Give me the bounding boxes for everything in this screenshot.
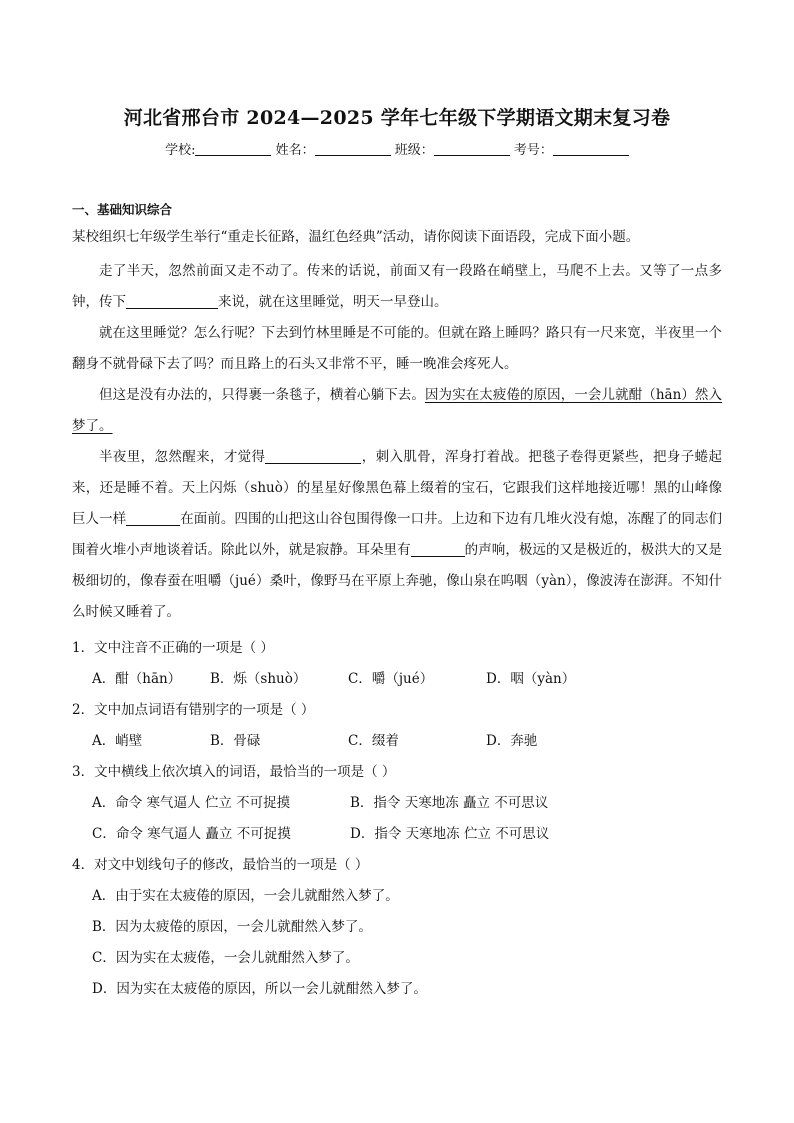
school-blank (195, 143, 271, 156)
question-1-options (92, 668, 722, 690)
question-2-stem: 2．文中加点词语有错别字的一项是（ ） (72, 702, 315, 718)
name-label: 姓名： (275, 143, 315, 158)
passage-paragraph-2: 就在这里睡觉？怎么行呢？下去到竹林里睡是不可能的。但就在路上睡吗？路只有一尺来宽，半夜里一个翻身不就骨碌下去了吗？而且路上的石头又非常不平，睡一晚准会疼死人。 (72, 325, 722, 372)
passage-text: 走了半天，忽然前面又走不动了。传来的话说，前面又有一段路在峭壁上，马爬不上去。又等了一点多钟，传下 (72, 263, 722, 310)
option-a: A．由于实在太疲倦的原因，一会儿就酣然入梦了。 (92, 888, 399, 904)
passage-paragraph-4 (72, 442, 722, 628)
option-d: D．奔驰 (486, 733, 538, 749)
option-d: D．指令 天寒地冻 伫立 不可思议 (350, 826, 550, 842)
option-b: B．因为太疲倦的原因，一会儿就酣然入梦了。 (92, 919, 372, 935)
name-blank (315, 143, 391, 156)
option-d: D．咽（yàn） (486, 671, 576, 687)
passage-paragraph-3 (72, 380, 722, 442)
question-3-options-row-2 (92, 823, 722, 845)
fill-blank-1 (126, 294, 218, 309)
exam-content (72, 200, 722, 1000)
option-c: C．嚼（jué） (348, 671, 434, 687)
exam-number-blank (553, 143, 629, 156)
passage-text: 的声响，极远的又是极近的，极洪大的又是极细切的，像春蚕在咀嚼（jué）桑叶，像野马在平原上奔驰，像山泉在呜咽（yàn），像波涛在澎湃。不知什么时候又睡着了。 (72, 542, 723, 620)
question-4-stem: 4．对文中划线句子的修改，最恰当的一项是（ ） (72, 857, 369, 873)
option-c: C．缀着 (348, 733, 399, 749)
passage-paragraph-1 (72, 256, 722, 318)
school-label: 学校: (165, 143, 196, 158)
passage-text: 半夜里，忽然醒来，才觉得 (99, 449, 266, 465)
class-label: 班级： (394, 143, 434, 158)
option-c: C．因为实在太疲倦，一会儿就酣然入梦了。 (92, 950, 359, 966)
question-3-stem: 3．文中横线上依次填入的词语，最恰当的一项是（ ） (72, 764, 396, 780)
option-b: B．指令 天寒地冻 矗立 不可思议 (350, 795, 549, 811)
option-b: B．烁（shuò） (210, 671, 307, 687)
fill-blank-3 (126, 511, 180, 526)
passage-text: ，刺入肌骨，浑身打着战。把毯子卷得更紧些，把身子蜷起来，还是睡不着。天上闪烁（shuò）的星星好像黑色幕上缀着的宝石，它跟我们这样地接近哪！黑的山峰像巨人一样 (72, 449, 723, 527)
option-c: C．命令 寒气逼人 矗立 不可捉摸 (92, 826, 291, 842)
question-2-options (92, 730, 722, 752)
fill-blank-2 (265, 449, 361, 464)
passage-text: 但这是没有办法的，只得裹一条毯子，横着心躺下去。 (99, 387, 425, 403)
option-a: A．酣（hān） (92, 671, 182, 687)
section-intro: 某校组织七年级学生举行“重走长征路，温红色经典”活动，请你阅读下面语段，完成下面小题。 (72, 229, 640, 245)
question-1-stem: 1．文中注音不正确的一项是（ ） (72, 640, 274, 656)
section-heading: 一、基础知识综合 (72, 202, 173, 217)
fill-blank-4 (411, 542, 465, 557)
class-blank (434, 143, 510, 156)
passage-text: 来说，就在这里睡觉，明天一早登山。 (218, 294, 448, 310)
option-a: A．峭壁 (92, 733, 143, 749)
underlined-sentence: 因为实在太疲倦的原因，一会儿就酣（hān）然入梦了。 (72, 387, 723, 434)
question-3-options-row-1 (92, 792, 722, 814)
document-title: 河北省邢台市 2024—2025 学年七年级下学期语文期末复习卷 (123, 107, 671, 129)
student-info-line (0, 139, 794, 158)
option-d: D．因为实在太疲倦的原因，所以一会儿就酣然入梦了。 (92, 981, 427, 997)
passage-text: 在面前。四围的山把这山谷包围得像一口井。上边和下边有几堆火没有熄，冻醒了的同志们围着火堆小声地谈着话。除此以外，就是寂静。耳朵里有 (72, 511, 723, 558)
exam-number-label: 考号： (513, 143, 553, 158)
option-a: A．命令 寒气逼人 伫立 不可捉摸 (92, 795, 291, 811)
option-b: B．骨碌 (210, 733, 261, 749)
